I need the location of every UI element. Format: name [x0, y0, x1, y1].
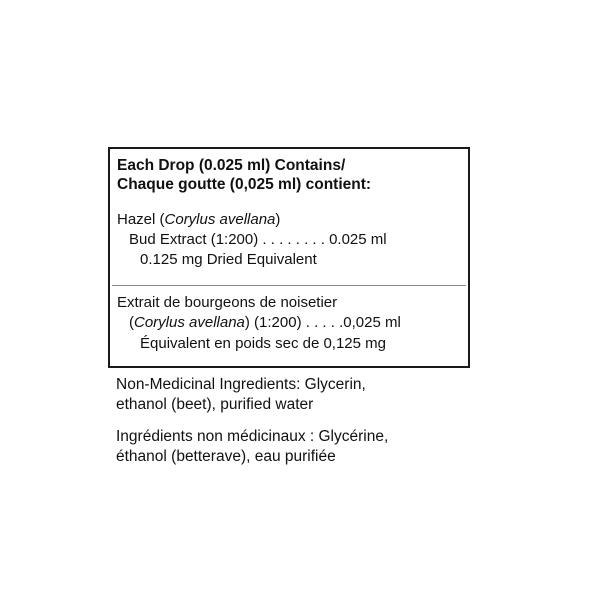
supplement-facts-box [108, 147, 470, 368]
english-extract-line: Bud Extract (1:200) . . . . . . . . 0.025 ml [129, 231, 387, 248]
english-equivalent: 0.125 mg Dried Equivalent [140, 251, 317, 268]
english-name-suffix: ) [275, 211, 281, 228]
non-medicinal-en-line-1: Non-Medicinal Ingredients: Glycerin, [116, 376, 366, 393]
non-medicinal-fr-line-2: éthanol (betterave), eau purifiée [116, 448, 336, 465]
non-medicinal-en-line-2: ethanol (beet), purified water [116, 396, 314, 413]
english-latin-name: Corylus avellana [164, 211, 276, 228]
english-name-prefix: Hazel ( [117, 211, 165, 228]
non-medicinal-fr-line-1: Ingrédients non médicinaux : Glycérine, [116, 428, 389, 445]
french-latin-line [129, 314, 401, 332]
french-latin-name: Corylus avellana [134, 314, 245, 331]
french-latin-prefix: ( [129, 314, 134, 331]
french-ingredient-name: Extrait de bourgeons de noisetier [117, 294, 338, 311]
header-line-2: Chaque goutte (0,025 ml) contient: [117, 176, 372, 193]
header-line-1: Each Drop (0.025 ml) Contains/ [117, 157, 346, 174]
section-divider [112, 285, 466, 286]
english-ingredient-name [117, 211, 280, 229]
french-latin-suffix: ) (1:200) . . . . .0,025 ml [244, 314, 401, 331]
french-equivalent: Équivalent en poids sec de 0,125 mg [140, 335, 386, 352]
